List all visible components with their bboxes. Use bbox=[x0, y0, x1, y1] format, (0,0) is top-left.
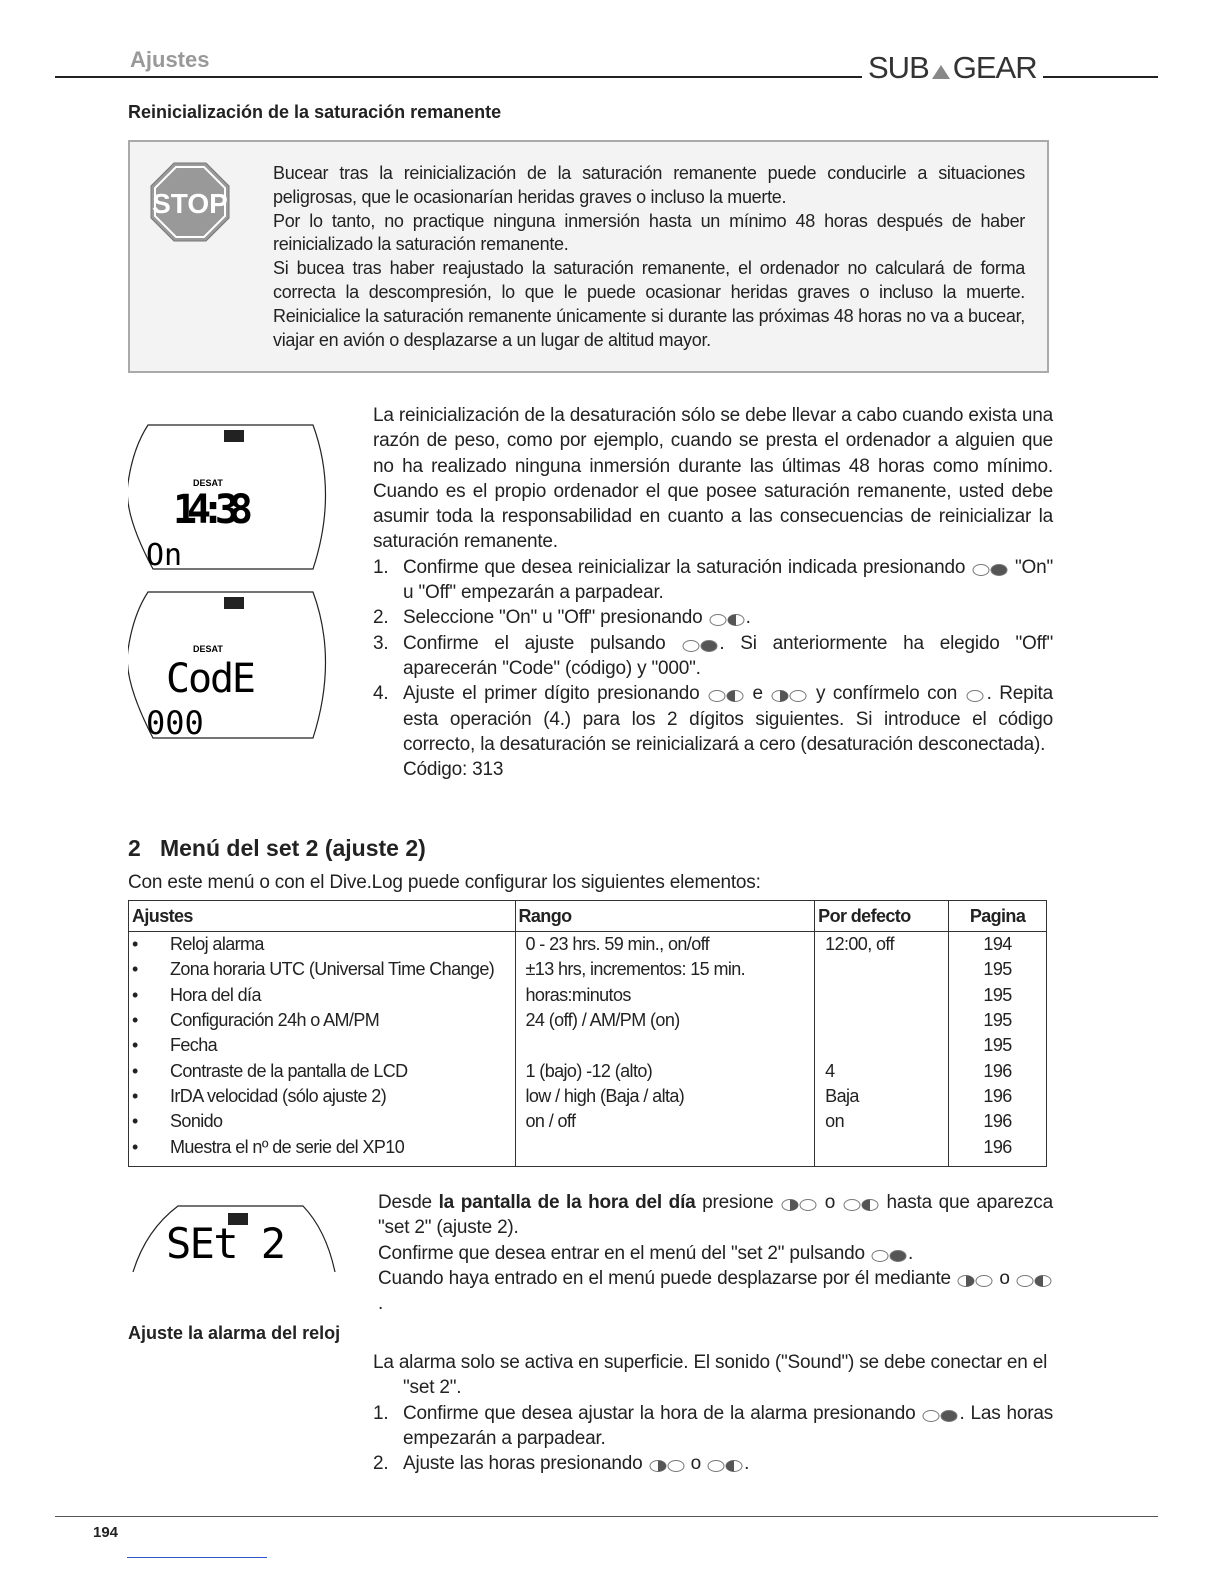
cell-text: Baja bbox=[825, 1085, 859, 1106]
cell-text: 24 (off) / AM/PM (on) bbox=[525, 1010, 680, 1031]
button-up-icon bbox=[770, 685, 808, 699]
svg-text:DESAT: DESAT bbox=[193, 478, 223, 488]
cell-text: 195 bbox=[983, 984, 1012, 1005]
table-row bbox=[129, 1109, 1047, 1134]
desat-instructions bbox=[373, 403, 1053, 782]
table-cell bbox=[515, 1134, 815, 1166]
section-heading: Reinicialización de la saturación remanente bbox=[128, 102, 502, 122]
intro-paragraph: La reinicialización de la desaturación sólo se debe llevar a cabo cuando exista una razón de peso, como por ejemplo, cuando se presta el ordenador a alguien que no ha realizado ninguna inmersión durante las últimas 48 horas como mínimo. Cuando es el propio ordenador el que posee saturación remanente, usted debe asumir toda la responsabilidad en cuanto a las consecuencias de reinicializar la saturación remanente. bbox=[373, 405, 1053, 553]
bullet-icon: • bbox=[132, 984, 138, 1005]
step-text: Confirme que desea reinicializar la saturación indicada presionando bbox=[403, 556, 966, 578]
step-text: y confírmelo con bbox=[808, 683, 965, 705]
bullet-icon: • bbox=[132, 934, 138, 955]
step-text: Ajuste el primer dígito presionando bbox=[403, 683, 707, 705]
table-cell bbox=[949, 932, 1047, 958]
button-down-icon bbox=[706, 1455, 744, 1469]
text: Cuando haya entrado en el menú puede desplazarse por él mediante bbox=[378, 1267, 957, 1289]
button-down-icon bbox=[707, 685, 745, 699]
cell-text: Sonido bbox=[170, 1111, 223, 1132]
table-cell bbox=[515, 957, 815, 982]
table-cell bbox=[949, 1058, 1047, 1083]
table-cell bbox=[949, 1134, 1047, 1166]
logo-triangle-icon bbox=[932, 65, 950, 79]
step-text: e bbox=[745, 683, 771, 705]
lcd-display-set2 bbox=[128, 1200, 338, 1275]
step-text: o bbox=[685, 1453, 707, 1475]
settings-table bbox=[128, 900, 1047, 1167]
stop-sign-icon bbox=[150, 162, 230, 242]
step-text: Seleccione "On" u "Off" presionando bbox=[403, 607, 708, 629]
list-item bbox=[373, 1451, 1053, 1476]
table-header-row bbox=[129, 901, 1047, 932]
text: Desde bbox=[378, 1192, 439, 1213]
step-text: Confirme el ajuste pulsando bbox=[403, 632, 682, 654]
step-text: . bbox=[745, 607, 751, 629]
step-text: Confirme que desea ajustar la hora de la alarma presionando bbox=[403, 1402, 922, 1424]
table-cell bbox=[129, 957, 516, 982]
table-cell bbox=[815, 932, 949, 958]
list-item bbox=[373, 631, 1053, 682]
cell-text: Reloj alarma bbox=[170, 934, 264, 955]
step-text: . bbox=[744, 1453, 750, 1475]
cell-text: IrDA velocidad (sólo ajuste 2) bbox=[170, 1085, 387, 1106]
cell-text: 196 bbox=[983, 1136, 1012, 1157]
text-bold: la pantalla de la hora del día bbox=[438, 1192, 696, 1213]
table-cell bbox=[815, 1109, 949, 1134]
warning-box bbox=[128, 140, 1049, 373]
bullet-icon: • bbox=[132, 1060, 138, 1081]
subsection-heading: Ajuste la alarma del reloj bbox=[128, 1323, 341, 1343]
column-header: Por defecto bbox=[815, 901, 949, 932]
svg-text:DESAT: DESAT bbox=[193, 644, 223, 654]
button-down-icon bbox=[708, 609, 746, 623]
button-confirm-icon bbox=[921, 1405, 959, 1419]
table-cell bbox=[515, 1008, 815, 1033]
table-cell bbox=[949, 983, 1047, 1008]
button-confirm-icon bbox=[870, 1245, 908, 1259]
text: . bbox=[378, 1293, 384, 1315]
bullet-icon: • bbox=[132, 959, 138, 980]
text: presione bbox=[695, 1192, 781, 1213]
button-up-icon bbox=[648, 1455, 686, 1469]
button-confirm-icon bbox=[971, 559, 1009, 573]
cell-text: 195 bbox=[983, 959, 1012, 980]
table-row bbox=[129, 1033, 1047, 1058]
table-cell bbox=[949, 1084, 1047, 1109]
subgear-logo bbox=[862, 50, 1043, 86]
logo-text-right: GEAR bbox=[952, 50, 1037, 85]
svg-text:On: On bbox=[146, 538, 183, 573]
table-cell bbox=[815, 957, 949, 982]
table-row bbox=[129, 1008, 1047, 1033]
step-text: Ajuste las horas presionando bbox=[403, 1453, 648, 1475]
bullet-icon: • bbox=[132, 1111, 138, 1132]
cell-text: 195 bbox=[983, 1035, 1012, 1056]
list-item bbox=[373, 605, 1053, 630]
set2-instructions bbox=[378, 1190, 1053, 1316]
step-text: . Repita esta operación (4.) para los 2 dígitos siguientes. Si introduce el código correcto, la desaturación se reinicializará a cero (desaturación desconectada). bbox=[403, 683, 1053, 755]
table-cell bbox=[949, 1008, 1047, 1033]
text: o bbox=[818, 1192, 842, 1213]
section-2-intro: Con este menú o con el Dive.Log puede configurar los siguientes elementos: bbox=[128, 872, 761, 893]
column-header: Pagina bbox=[949, 901, 1047, 932]
alarm-intro: La alarma solo se activa en superficie. El sonido ("Sound") se debe conectar en el "set 2". bbox=[373, 1352, 1048, 1399]
table-row bbox=[129, 1134, 1047, 1166]
button-up-icon bbox=[956, 1270, 994, 1284]
step-number: 1. bbox=[373, 1402, 389, 1424]
table-cell bbox=[815, 983, 949, 1008]
column-header: Rango bbox=[515, 901, 815, 932]
logo-text-left: SUB bbox=[868, 50, 929, 85]
cell-text: 12:00, off bbox=[825, 934, 894, 955]
table-cell bbox=[515, 983, 815, 1008]
button-confirm-icon bbox=[681, 635, 719, 649]
section-number: 2 bbox=[128, 835, 141, 861]
list-item bbox=[373, 681, 1053, 782]
cell-text: 196 bbox=[983, 1060, 1012, 1081]
svg-text:000: 000 bbox=[146, 704, 204, 742]
table-cell bbox=[129, 1058, 516, 1083]
section-title: Menú del set 2 (ajuste 2) bbox=[159, 835, 426, 861]
text: o bbox=[994, 1267, 1015, 1289]
cell-text: 4 bbox=[825, 1060, 835, 1081]
table-cell bbox=[949, 1109, 1047, 1134]
step-text: "On" u "Off" empezarán a parpadear. bbox=[403, 556, 1053, 604]
svg-text:CodE: CodE bbox=[166, 656, 256, 702]
cell-text: 195 bbox=[983, 1010, 1012, 1031]
table-row bbox=[129, 957, 1047, 982]
cell-text: Fecha bbox=[170, 1035, 218, 1056]
table-cell bbox=[815, 1134, 949, 1166]
code-text: Código: 313 bbox=[403, 759, 504, 781]
step-number: 3. bbox=[373, 632, 389, 654]
lcd-display-desat-on bbox=[128, 423, 333, 573]
step-number: 4. bbox=[373, 683, 389, 705]
step-text: . Las horas empezarán a parpadear. bbox=[403, 1402, 1053, 1449]
svg-text:14:38: 14:38 bbox=[173, 487, 253, 533]
table-cell bbox=[815, 1058, 949, 1083]
cell-text: 0 - 23 hrs. 59 min., on/off bbox=[525, 934, 710, 955]
alarm-instructions bbox=[373, 1350, 1053, 1476]
table-cell bbox=[515, 1033, 815, 1058]
step-number: 2. bbox=[373, 1453, 389, 1475]
table-cell bbox=[949, 957, 1047, 982]
cell-text: 194 bbox=[983, 934, 1012, 955]
cell-text: Configuración 24h o AM/PM bbox=[170, 1010, 380, 1031]
table-cell bbox=[515, 1109, 815, 1134]
button-down-icon bbox=[842, 1194, 880, 1208]
warning-paragraph: Bucear tras la reinicialización de la saturación remanente puede conducirle a situaciones peligrosas, que le ocasionarían heridas graves o incluso la muerte. bbox=[273, 163, 1025, 207]
cell-text: low / high (Baja / alta) bbox=[525, 1085, 685, 1106]
cell-text: horas:minutos bbox=[525, 984, 631, 1005]
running-header: Ajustes bbox=[130, 47, 210, 72]
warning-text bbox=[273, 162, 1025, 352]
cell-text: Hora del día bbox=[170, 984, 261, 1005]
button-down-icon bbox=[1015, 1270, 1053, 1284]
cell-text: ±13 hrs, incrementos: 15 min. bbox=[525, 959, 746, 980]
list-item bbox=[373, 555, 1053, 606]
svg-text:STOP: STOP bbox=[152, 188, 228, 219]
svg-text:SEt 2: SEt 2 bbox=[166, 1219, 286, 1268]
step-number: 2. bbox=[373, 607, 389, 629]
table-cell bbox=[949, 1033, 1047, 1058]
button-up-icon bbox=[780, 1194, 818, 1208]
button-left-icon bbox=[965, 685, 987, 699]
cell-text: 1 (bajo) -12 (alto) bbox=[525, 1060, 653, 1081]
table-cell bbox=[129, 1134, 516, 1166]
table-cell bbox=[815, 1008, 949, 1033]
warning-paragraph: Por lo tanto, no practique ninguna inmersión hasta un mínimo 48 horas después de haber reinicializado la saturación remanente. bbox=[273, 210, 1025, 255]
table-cell bbox=[515, 1058, 815, 1083]
text: Confirme que desea entrar en el menú del "set 2" pulsando bbox=[378, 1242, 870, 1264]
footer-divider bbox=[55, 1516, 1158, 1517]
table-cell bbox=[129, 932, 516, 958]
table-row bbox=[129, 983, 1047, 1008]
column-header: Ajustes bbox=[129, 901, 516, 932]
bullet-icon: • bbox=[132, 1010, 138, 1031]
cell-text: Zona horaria UTC (Universal Time Change) bbox=[170, 959, 495, 980]
table-row bbox=[129, 1058, 1047, 1083]
cell-text: Contraste de la pantalla de LCD bbox=[170, 1060, 408, 1081]
table-cell bbox=[129, 1084, 516, 1109]
cell-text: Muestra el nº de serie del XP10 bbox=[170, 1136, 405, 1157]
step-number: 1. bbox=[373, 556, 389, 578]
table-cell bbox=[129, 1033, 516, 1058]
section-2-heading bbox=[128, 835, 426, 862]
table-cell bbox=[129, 983, 516, 1008]
table-cell bbox=[515, 1084, 815, 1109]
cell-text: 196 bbox=[983, 1085, 1012, 1106]
warning-paragraph: Si bucea tras haber reajustado la saturación remanente, el ordenador no calculará de forma correcta la descompresión, lo que le puede ocasionar heridas graves o incluso la muerte. Reinicialice la saturación remanente únicamente si durante las próximas 48 horas no va a bucear, viajar en avión o desplazarse a un lugar de altitud mayor. bbox=[273, 258, 1025, 350]
cell-text: on / off bbox=[525, 1111, 576, 1132]
cell-text: on bbox=[825, 1111, 844, 1132]
table-cell bbox=[815, 1033, 949, 1058]
lcd-display-code bbox=[128, 590, 333, 742]
table-row bbox=[129, 1084, 1047, 1109]
bullet-icon: • bbox=[132, 1085, 138, 1106]
table-cell bbox=[815, 1084, 949, 1109]
list-item bbox=[373, 1401, 1053, 1452]
step-text: . Si anteriormente ha elegido "Off" aparecerán "Code" (código) y "000". bbox=[403, 632, 1053, 679]
text: . bbox=[907, 1242, 914, 1264]
bullet-icon: • bbox=[132, 1035, 138, 1056]
text: hasta que aparezca "set 2" (ajuste 2). bbox=[378, 1192, 1053, 1239]
cell-text: 196 bbox=[983, 1111, 1012, 1132]
table-cell bbox=[129, 1109, 516, 1134]
bullet-icon: • bbox=[132, 1136, 138, 1157]
page-number: 194 bbox=[93, 1524, 119, 1541]
table-row bbox=[129, 932, 1047, 958]
blue-rule bbox=[127, 1557, 267, 1558]
table-cell bbox=[129, 1008, 516, 1033]
table-cell bbox=[515, 932, 815, 958]
